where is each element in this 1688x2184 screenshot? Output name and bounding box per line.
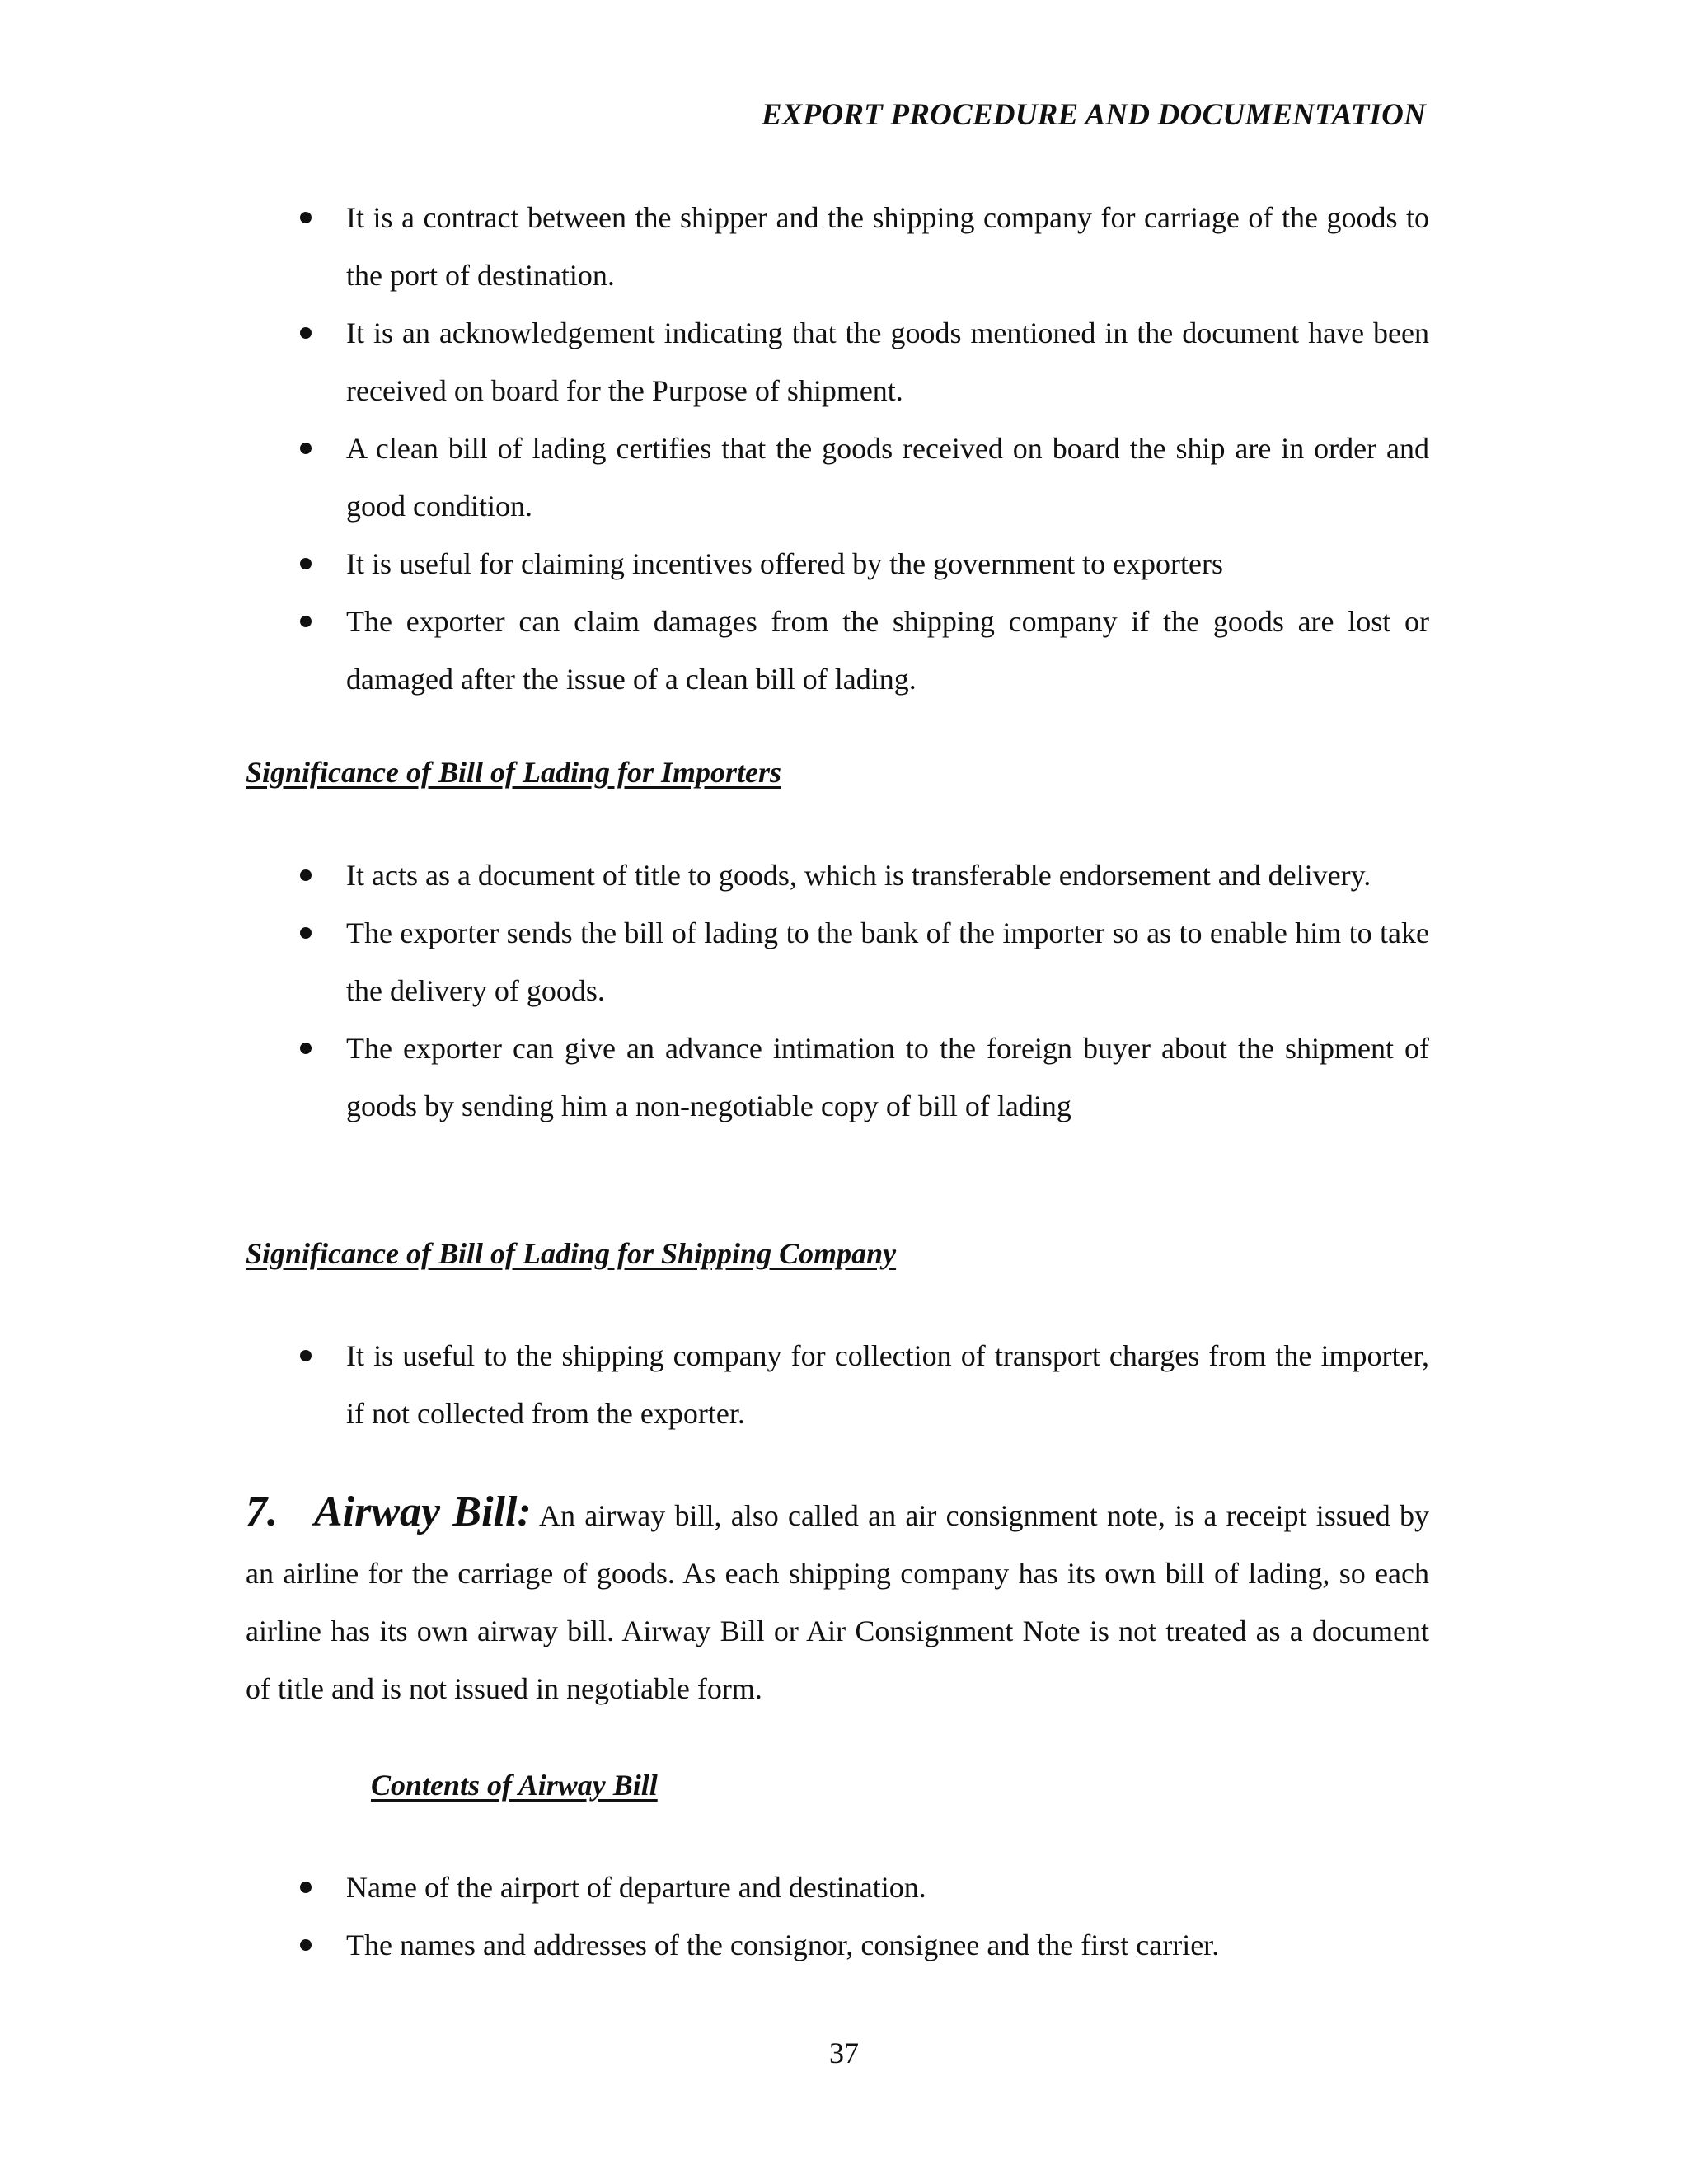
bullet-icon (300, 1939, 312, 1951)
list-item-text: It is useful to the shipping company for collection of transport charges from the importer, if not collected from the exporter. (346, 1339, 1429, 1430)
contents-bullet-list (292, 1858, 1429, 1974)
list-item-text: The exporter sends the bill of lading to the bank of the importer so as to enable him to take the delivery of goods. (346, 916, 1429, 1007)
running-header: EXPORT PROCEDURE AND DOCUMENTATION (761, 98, 1426, 132)
list-item (292, 846, 1429, 904)
list-item-text: It is a contract between the shipper and the shipping company for carriage of the goods to the port of destination. (346, 201, 1429, 292)
list-item-text: The exporter can claim damages from the shipping company if the goods are lost or damaged after the issue of a clean bill of lading. (346, 605, 1429, 696)
list-item-text: It acts as a document of title to goods, which is transferable endorsement and delivery. (346, 859, 1372, 892)
list-item (292, 1327, 1429, 1442)
list-item (292, 593, 1429, 708)
shipping-section-heading: Significance of Bill of Lading for Shipping Company (246, 1237, 897, 1270)
bullet-icon (300, 1043, 312, 1054)
list-item (292, 419, 1429, 535)
shipping-bullet-list (292, 1327, 1429, 1442)
list-item (292, 189, 1429, 304)
list-item-text: A clean bill of lading certifies that the goods received on board the ship are in order and good condition. (346, 432, 1429, 523)
list-item-text: It is useful for claiming incentives offered by the government to exporters (346, 547, 1224, 580)
section-number: 7. (246, 1488, 278, 1535)
section-title: Airway Bill: (314, 1488, 532, 1535)
list-item-text: It is an acknowledgement indicating that the goods mentioned in the document have been received on board for the Purpose of shipment. (346, 316, 1429, 407)
contents-section-heading: Contents of Airway Bill (371, 1769, 658, 1802)
list-item (292, 1019, 1429, 1135)
page-number: 37 (829, 2036, 859, 2069)
bullet-icon (300, 443, 312, 454)
bullet-icon (300, 927, 312, 939)
list-item-text: Name of the airport of departure and destination. (346, 1871, 926, 1904)
bullet-icon (300, 558, 312, 569)
airway-bill-title (246, 1488, 532, 1535)
list-item (292, 304, 1429, 419)
importers-section-heading: Significance of Bill of Lading for Importers (246, 756, 782, 789)
bullet-icon (300, 327, 312, 339)
list-item-text: The names and addresses of the consignor, consignee and the first carrier. (346, 1929, 1220, 1961)
airway-bill-text: An airway bill, also called an air consignment note, is a receipt issued by an airline for the carriage of goods. As each shipping company has its own bill of lading, so each airline has its own airway bill. Airway Bill or Air Consignment Note is not treated as a document of title and is not issued in negotiable form. (246, 1499, 1430, 1705)
list-item (292, 1916, 1429, 1974)
bullet-icon (300, 869, 312, 881)
list-item (292, 904, 1429, 1019)
list-item (292, 1858, 1429, 1916)
exporter-bullet-list (292, 189, 1429, 708)
importers-bullet-list (292, 846, 1429, 1135)
bullet-icon (300, 212, 312, 223)
airway-bill-paragraph (246, 1483, 1429, 1718)
bullet-icon (300, 1882, 312, 1893)
bullet-icon (300, 616, 312, 627)
bullet-icon (300, 1350, 312, 1361)
list-item-text: The exporter can give an advance intimation to the foreign buyer about the shipment of goods by sending him a non-negotiable copy of bill of lading (346, 1032, 1429, 1122)
list-item (292, 535, 1429, 593)
